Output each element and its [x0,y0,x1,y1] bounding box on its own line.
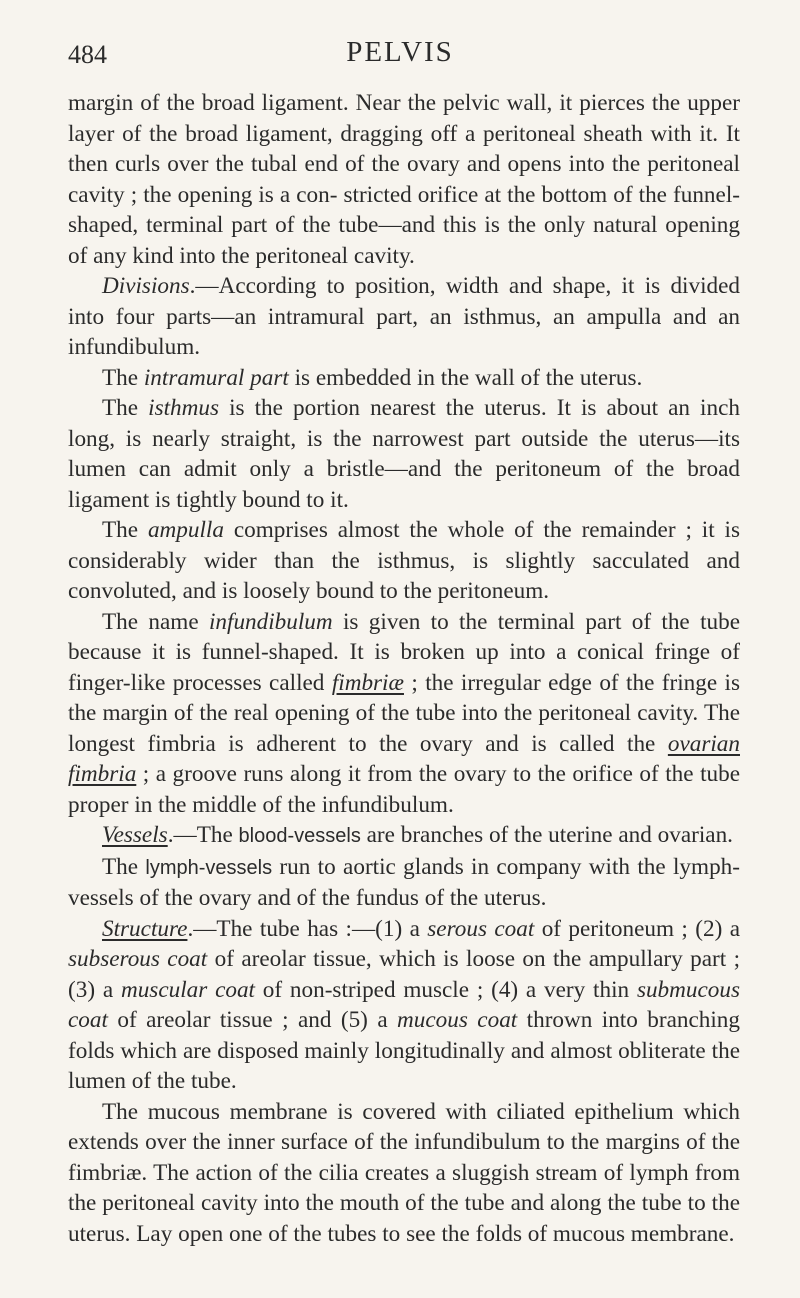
italic-term: infundibulum [208,608,333,635]
text-run: .—The tube has :—(1) a [187,915,428,942]
paragraph [68,393,740,515]
paragraph [68,88,740,271]
paragraph [68,363,740,394]
italic-term: intramural part [143,364,289,391]
text-run: ; the irregular edge of the fringe is the margin of the real opening of the tube into the peritoneal cavity. The longest fimbria is adherent to the ovary and is called the [68,669,740,757]
paragraph [68,271,740,363]
text-run: The name [102,608,209,635]
paragraph [68,820,740,852]
italic-term: muscular coat [120,976,255,1003]
italic-term: mucous coat [397,1007,518,1033]
italic-term: ovarian fimbria [68,730,740,787]
text-run: run to aortic glands in company with the lymph-vessels of the ovary and of the fundus of the uterus. [68,853,740,911]
italic-term: ampulla [147,517,224,543]
text-run: is the portion nearest the uterus. It is about an inch long, is nearly straight, is the narrowest part outside the uterus—its lumen can admit only a bristle—and the peritoneum of the broad ligament is tightly bound to it. [68,395,740,513]
text-run: .—According to position, width and shape, it is divided into four parts—an intramural part, an isthmus, an ampulla and an infundibulum. [68,273,740,360]
text-run: The [102,364,144,391]
page-header [0,34,800,74]
italic-term: Divisions [102,273,190,299]
text-run: .—The [167,822,239,848]
italic-term: Structure [102,915,188,942]
text-run: of areolar tissue, which is loose on the ampullary part ; (3) a [68,946,741,1003]
paragraph [68,1097,740,1250]
text-run: thrown into branching folds which are disposed mainly longitudinally and almost obliterate the lumen of the tube. [68,1007,740,1094]
paragraph [68,852,740,914]
paragraph [68,515,740,607]
text-run: comprises almost the whole of the remainder ; it is considerably wider than the isthmus, is slightly sacculated and convoluted, and is loosely bound to the peritoneum. [68,517,740,604]
text-run: are branches of the uterine and ovarian. [360,822,733,848]
text-run: The [102,395,149,421]
text-run: margin of the broad ligament. Near the pelvic wall, it pierces the upper layer of the broad ligament, dragging off a peritoneal sheath with it. It then curls over the tubal end of the ovary and opens into the peritoneal cavity ; the opening is a con- stricted orifice at the bottom of the funnel-shaped, terminal part of the tube—and this is the only natural opening of any kind into the peritoneal cavity. [68,90,740,269]
text-run: of non-striped muscle ; (4) a very thin [255,976,637,1003]
text-run: The [102,853,146,880]
text-run: is embedded in the wall of the uterus. [288,364,643,391]
italic-term: fimbriæ [331,669,404,696]
text-run: of peritoneum ; (2) a [534,915,740,942]
paragraph [68,914,740,1097]
italic-term: subserous coat [68,946,208,972]
paragraph [68,607,740,821]
running-head: PELVIS [346,36,454,68]
italic-term: serous coat [427,915,535,942]
page-number: 484 [68,40,107,69]
italic-term: Vessels [102,822,168,848]
text-run: is given to the terminal part of the tube because it is funnel-shaped. It is broken up into a conical fringe of finger-like processes called [68,608,740,696]
text-run: of areolar tissue ; and (5) a [107,1007,398,1033]
italic-term: isthmus [148,395,219,421]
text-run: The mucous membrane is covered with ciliated epithelium which extends over the inner surface of the infundibulum to the margins of the fimbriæ. The action of the cilia creates a sluggish stream of lymph from the peritoneal cavity into the mouth of the tube and along the tube to the uterus. Lay open one of the tubes to see the folds of mucous membrane. [68,1098,740,1247]
italic-term: submucous coat [68,976,740,1033]
bold-term: blood-vessels [238,825,361,847]
text-run: ; a groove runs along it from the ovary to the orifice of the tube proper in the middle of the infundibulum. [68,761,740,818]
text-run: The [102,517,148,543]
bold-term: lymph-vessels [145,856,273,879]
body-text [68,88,740,1249]
